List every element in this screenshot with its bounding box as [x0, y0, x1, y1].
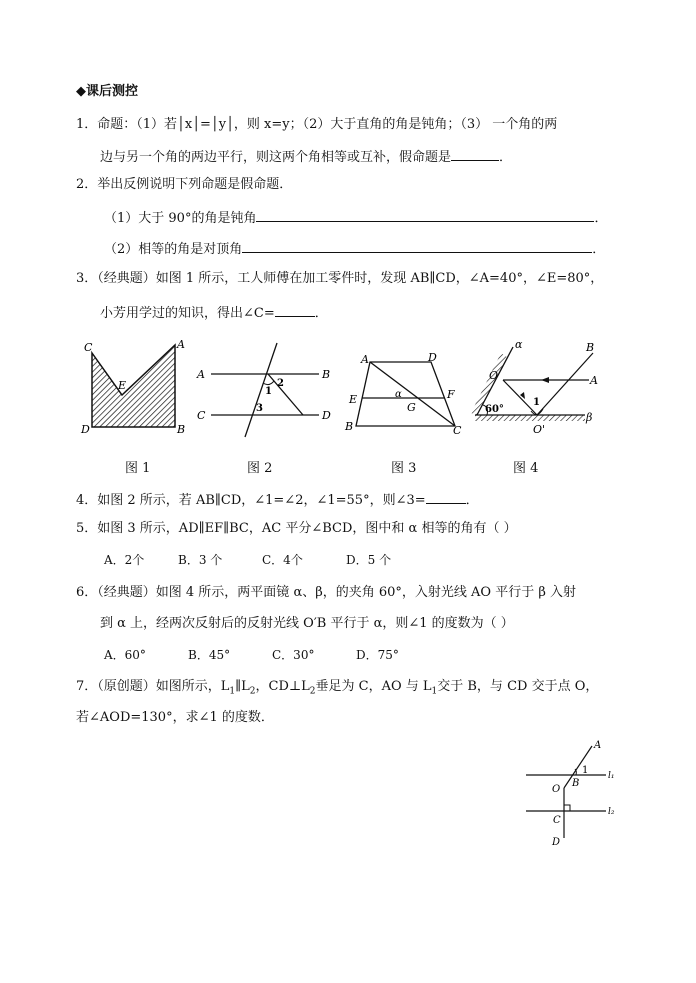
- question-1-line-1: 1．命题：（1）若│x│=│y│，则 x=y；（2）大于直角的角是钝角；（3） 一个角的两: [76, 117, 558, 132]
- fig4-label-beta: β: [586, 411, 593, 424]
- q7-label-c: C: [553, 815, 561, 826]
- period: ．: [592, 242, 606, 257]
- question-1-text: 边与另一个角的两边平行，则这两个角相等或互补，假命题是: [100, 150, 452, 165]
- q7-label-o: O: [552, 784, 561, 795]
- fig2-label-a: A: [197, 368, 205, 381]
- fig2-transversal: [245, 343, 277, 437]
- question-6-line-2: 到 α 上，经两次反射后的反射光线 O′B 平行于 α，则∠1 的度数为（ ）: [100, 616, 514, 631]
- question-6-option-d[interactable]: D．75°: [356, 648, 399, 662]
- fig2-label-3: 3: [256, 403, 263, 414]
- fig4-label-a: A: [590, 374, 598, 387]
- q7-text: ，CD⊥L: [255, 679, 310, 694]
- fig2-label-2: 2: [277, 378, 284, 389]
- figure-2-caption: 图 2: [247, 461, 273, 476]
- fig1-label-c: C: [84, 341, 93, 354]
- q7-label-b: B: [572, 778, 580, 789]
- question-7-line-2: 若∠AOD=130°，求∠1 的度数．: [76, 710, 274, 725]
- fig4-label-b: B: [586, 341, 595, 354]
- answer-blank[interactable]: [426, 489, 466, 504]
- fig3-label-g: G: [407, 401, 416, 414]
- q7-label-l1: l₁: [608, 771, 615, 781]
- fig2-angle-arc: [263, 381, 274, 385]
- question-6-option-b[interactable]: B．45°: [188, 648, 231, 662]
- q7-label-l2: l₂: [608, 807, 615, 817]
- fig3-label-b: B: [345, 420, 354, 433]
- q7-sub: 2: [249, 686, 256, 697]
- fig4-label-o-prime: O': [533, 423, 546, 436]
- answer-blank[interactable]: [242, 238, 592, 253]
- figure-2: [195, 335, 335, 440]
- q7-label-d: D: [552, 837, 561, 848]
- fig4-label-1: 1: [533, 397, 540, 408]
- question-2-sub-1: [104, 207, 607, 228]
- q7-sub: 2: [309, 686, 316, 697]
- fig2-label-d: D: [322, 409, 331, 422]
- answer-blank[interactable]: [275, 302, 315, 317]
- question-4: [76, 489, 479, 510]
- fig2-segment: [268, 374, 303, 415]
- question-2-line-1: 2．举出反例说明下列命题是假命题．: [76, 177, 293, 192]
- q7-sub: 1: [431, 686, 438, 697]
- fig1-label-b: B: [177, 423, 186, 436]
- question-6-option-c[interactable]: C．30°: [272, 648, 315, 662]
- question-2-sub-2: [104, 238, 605, 259]
- figure-3-caption: 图 3: [391, 461, 417, 476]
- question-5-option-d[interactable]: D．5 个: [346, 553, 392, 567]
- fig4-mirror-beta-hatch: [475, 415, 585, 421]
- fig1-label-a: A: [177, 338, 185, 351]
- question-1-line-2: [100, 146, 512, 167]
- fig3-label-d: D: [428, 351, 437, 364]
- question-4-text: 4．如图 2 所示，若 AB∥CD，∠1=∠2，∠1=55°，则∠3=: [76, 493, 426, 508]
- q7-label-1: 1: [582, 765, 589, 776]
- figure-1-shape: [92, 345, 175, 427]
- q7-text: 垂足为 C，AO 与 L: [315, 679, 432, 694]
- fig4-ray-oo: [503, 380, 537, 415]
- fig2-label-c: C: [197, 409, 206, 422]
- figure-1-caption: 图 1: [125, 461, 151, 476]
- q7-right-angle-mark: [564, 805, 570, 811]
- question-5: 5．如图 3 所示，AD∥EF∥BC，AC 平分∠BCD，图中和 α 相等的角有（ ）: [76, 521, 517, 536]
- fig2-label-1: 1: [265, 386, 272, 397]
- question-2-sub-1-text: （1）大于 90°的角是钝角: [104, 211, 257, 226]
- period: ．: [314, 306, 328, 321]
- fig3-label-alpha: α: [395, 389, 402, 400]
- fig1-label-e: E: [118, 379, 127, 392]
- figure-4: [465, 335, 605, 440]
- fig4-arrow: [541, 377, 549, 383]
- fig1-label-d: D: [81, 423, 90, 436]
- fig4-label-alpha: α: [515, 338, 523, 351]
- q7-text: 交于 B，与 CD 交于点 O，: [437, 679, 599, 694]
- q7-sub: 1: [229, 686, 236, 697]
- fig2-label-b: B: [322, 368, 331, 381]
- question-5-option-a[interactable]: A．2个: [104, 553, 145, 567]
- fig4-label-o: O: [489, 369, 499, 382]
- fig3-label-f: F: [447, 388, 455, 401]
- fig3-label-e: E: [349, 393, 358, 406]
- fig4-label-60: 60°: [485, 404, 504, 415]
- question-2-sub-2-text: （2）相等的角是对顶角: [104, 242, 243, 257]
- q7-text: ∥L: [235, 679, 250, 694]
- q7-label-a: A: [594, 740, 602, 751]
- fig3-diagonal-ac: [370, 362, 455, 426]
- q7-text: 7．（原创题）如图所示，L: [76, 679, 230, 694]
- fig3-label-c: C: [453, 424, 462, 436]
- fig3-label-a: A: [361, 353, 369, 366]
- period: ．: [499, 150, 513, 165]
- figure-3: [343, 350, 463, 436]
- period: ．: [594, 211, 608, 226]
- fig4-ray-ob: [537, 353, 593, 415]
- question-7-figure: [520, 738, 620, 850]
- question-3-line-1: 3．（经典题）如图 1 所示，工人师傅在加工零件时，发现 AB∥CD，∠A=40°，∠E=80°，: [76, 271, 604, 286]
- question-3-line-2: [100, 302, 328, 323]
- question-5-option-c[interactable]: C．4个: [262, 553, 303, 567]
- answer-blank[interactable]: [451, 146, 499, 161]
- question-6-line-1: 6．（经典题）如图 4 所示，两平面镜 α、β，的夹角 60°，入射光线 AO 平行于 β 入射: [76, 585, 576, 600]
- period: ．: [465, 493, 479, 508]
- question-7-line-1: [76, 678, 598, 701]
- figure-4-caption: 图 4: [513, 461, 539, 476]
- fig3-trapezoid: [356, 362, 455, 426]
- figure-1: [78, 335, 193, 437]
- answer-blank[interactable]: [256, 207, 594, 222]
- question-6-option-a[interactable]: A．60°: [104, 648, 146, 662]
- section-title: ◆课后测控: [76, 84, 138, 99]
- question-3-text: 小芳用学过的知识，得出∠C=: [100, 306, 275, 321]
- question-5-option-b[interactable]: B．3 个: [178, 553, 223, 567]
